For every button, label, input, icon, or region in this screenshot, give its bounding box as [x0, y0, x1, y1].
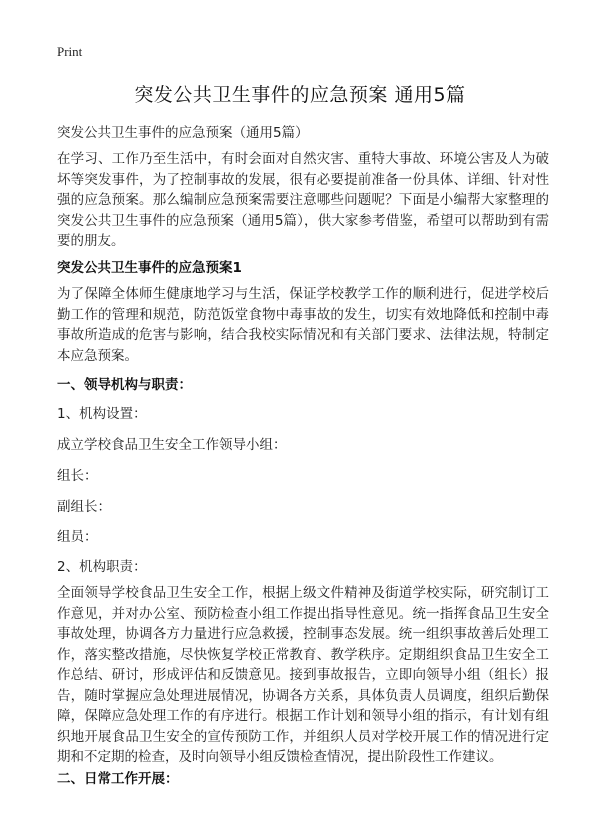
leading-group-line: 成立学校食品卫生安全工作领导小组：	[57, 437, 287, 453]
plan1-paragraph: 为了保障全体师生健康地学习与生活，保证学校教学工作的顺利进行，促进学校后勤工作的管理和规范，防范饭堂食物中毒事故的发生，切实有效地降低和控制中毒事故所造成的危害与影响，结合我校实际情况和有关部门要求、法律法规，特制定本应急预案。	[57, 286, 549, 364]
members-line: 组员：	[57, 529, 98, 545]
deputy-leader-line: 副组长：	[57, 499, 111, 515]
plan1-heading: 突发公共卫生事件的应急预案1	[57, 260, 242, 276]
print-link[interactable]: Print	[57, 44, 83, 59]
group-leader-line: 组长：	[57, 468, 98, 484]
duties-paragraph: 全面领导学校食品卫生安全工作，根据上级文件精神及街道学校实际，研究制订工作意见，并对办公室、预防检查小组工作提出指导性意见。统一指挥食品卫生安全事故处理，协调各方力量进行应急救援，控制事态发展。统一组织事故善后处理工作，落实整改措施，尽快恢复学校正常教育、教学秩序。定期组织食品卫生安全工作总结、研讨，形成评估和反馈意见。接到事故报告，立即向领导小组（组长）报告，随时掌握应急处理进展情况，协调各方关系，具体负责人员调度，组织后勤保障，保障应急处理工作的有序进行。根据工作计划和领导小组的指示，有计划有组织地开展食品卫生安全的宣传预防工作，并组织人员对学校开展工作的情况进行定期和不定期的检查，及时向领导小组反馈检查情况，提出阶段性工作建议。	[57, 585, 549, 765]
document-title: 突发公共卫生事件的应急预案 通用5篇	[134, 84, 466, 106]
org-duties-line: 2、机构职责：	[57, 559, 147, 575]
intro-paragraph: 在学习、工作乃至生活中，有时会面对自然灾害、重特大事故、环境公害及人为破坏等突发事件，为了控制事故的发展，很有必要提前准备一份具体、详细、针对性强的应急预案。那么编制应急预案需要注意哪些问题呢？下面是小编帮大家整理的突发公共卫生事件的应急预案（通用5篇），供大家参考借鉴，希望可以帮助到有需要的朋友。	[57, 151, 549, 249]
document-subtitle: 突发公共卫生事件的应急预案（通用5篇）	[57, 125, 309, 141]
section1-heading: 一、领导机构与职责：	[57, 377, 192, 393]
section2-heading: 二、日常工作开展：	[57, 771, 179, 787]
org-setup-line: 1、机构设置：	[57, 406, 147, 422]
